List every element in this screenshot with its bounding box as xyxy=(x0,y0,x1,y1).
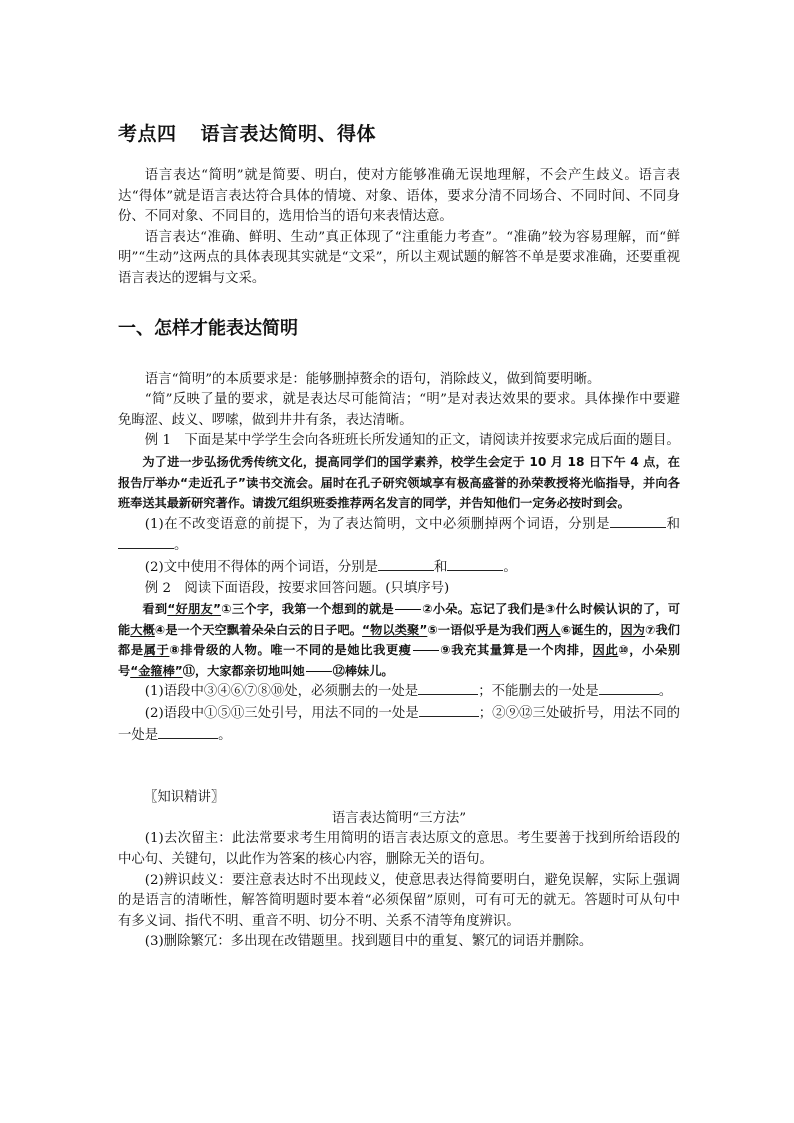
passage-underlined: 大概 xyxy=(130,622,155,637)
passage-underlined: 属于 xyxy=(143,643,170,658)
q-text: ；不能删去的一处是 xyxy=(478,684,599,700)
passage-text: ⑦我们都是 xyxy=(118,622,680,658)
intro-paragraph-2: 语言表达“准确、鲜明、生动”真正体现了“注重能力考查”。“准确”较为容易理解，而“鲜明”“生动”这两点的具体表现其实就是“文采”，所以主观试题的解答不单是要求准确，还要重视语言表达的逻辑与文采。 xyxy=(118,229,680,286)
answer-blank[interactable] xyxy=(447,557,503,571)
title-part2: 语言表达简明、得体 xyxy=(200,123,377,145)
section-heading: 一、怎样才能表达简明 xyxy=(118,317,298,339)
passage-text: ①三个字，我第一个想到的就是 xyxy=(221,602,394,617)
example-2-passage-block xyxy=(118,599,680,681)
page-title xyxy=(118,120,680,148)
passage-text: ②小朵。忘记了我们是③什么时候认识的了，可能 xyxy=(118,602,681,637)
passage-text: ④是一个天空飘着朵朵白云的日子吧。 xyxy=(154,622,363,637)
q-text: (2)语段中①⑤⑪三处引号，用法不同的一处是 xyxy=(144,706,419,722)
section-paragraph-1: 语言“简明”的本质要求是：能够删掉赘余的语句，消除歧义，做到简要明晰。 xyxy=(144,371,601,387)
dash-mark xyxy=(413,650,439,651)
document-page xyxy=(118,120,680,953)
q-text: ；②⑨⑫三处破折号，用法不同的一处是 xyxy=(118,706,681,743)
answer-blank[interactable] xyxy=(418,681,478,695)
dash-mark xyxy=(306,671,332,672)
dash-mark xyxy=(395,609,421,610)
answer-blank[interactable] xyxy=(610,514,666,528)
q-text: (1)语段中③④⑥⑦⑧⑩处，必须删去的一处是 xyxy=(144,684,419,700)
passage-underlined: 因为 xyxy=(620,622,646,637)
q1-text-c: 。 xyxy=(174,538,188,554)
passage-text: ⑨我充其量算是一个肉排， xyxy=(439,643,593,658)
method-2: (2)辨识歧义：要注意表达时不出现歧义，使意思表达得简要明白，避免误解，实际上强调的是语言的清晰性，解答简明题时要本着“必须保留”原则，可有可无的就无。答题时可从句中有多义词、指代不明、重音不明、切分不明、关系不清等角度辨识。 xyxy=(118,872,680,929)
passage-underlined: 因此 xyxy=(592,643,619,658)
passage-text: ⑧排骨级的人物。唯一不同的是她比我更瘦 xyxy=(169,643,412,658)
passage-text: ⑤一语似乎是为我们 xyxy=(427,622,537,637)
passage-text: ⑩，小朵别号 xyxy=(118,643,681,678)
title-part1: 考点四 xyxy=(118,123,177,145)
answer-blank[interactable] xyxy=(599,681,659,695)
example-2-question-2 xyxy=(118,703,680,746)
knowledge-caption: 语言表达简明“三方法” xyxy=(331,810,467,826)
passage-text: ⑥诞生的， xyxy=(560,622,621,637)
passage-text: ⑪，大家都亲切地叫她 xyxy=(182,663,305,678)
passage-underlined: “金箍棒” xyxy=(130,663,183,678)
intro-paragraph-1: 语言表达“简明”就是简要、明白，使对方能够准确无误地理解，不会产生歧义。语言表达“得体”就是语言表达符合具体的情境、对象、语体，要求分清不同场合、不同时间、不同身份、不同对象、不同目的，选用恰当的语句来表情达意。 xyxy=(118,168,680,225)
example-1-question-2 xyxy=(118,557,680,579)
example-2-lead: 例 2 阅读下面语段，按要求回答问题。(只填序号) xyxy=(144,580,450,596)
passage-text: 看到 xyxy=(142,602,168,617)
answer-blank[interactable] xyxy=(158,725,218,739)
example-1-notice: 为了进一步弘扬优秀传统文化，提高同学们的国学素养，校学生会定于 10 月 18 日下午 4 点，在报告厅举办“走近孔子”读书交流会。届时在孔子研究领域享有极高盛誉的孙荣教授将光临指导，并向各班奉送其最新研究著作。请拨冗组织班委推荐两名发言的同学，并告知他们一定务必按时到会。 xyxy=(118,454,680,511)
example-1-notice-block xyxy=(118,452,680,514)
method-1: (1)去次留主：此法常要求考生用简明的语言表达原文的意思。考生要善于找到所给语段的中心句、关键句，以此作为答案的核心内容，删除无关的语句。 xyxy=(118,831,680,868)
example-2-question-1 xyxy=(118,681,680,703)
answer-blank[interactable] xyxy=(118,535,174,549)
q-text: 。 xyxy=(658,684,673,700)
q2-text-b: 和 xyxy=(434,559,448,575)
example-1-question-1 xyxy=(118,514,680,557)
answer-blank[interactable] xyxy=(419,703,479,717)
passage-underlined: 两人 xyxy=(536,622,561,637)
knowledge-tag: 〖知识精讲〗 xyxy=(144,790,225,806)
q2-text-c: 。 xyxy=(503,559,517,575)
answer-blank[interactable] xyxy=(378,557,434,571)
section-paragraph-2: “简”反映了量的要求，就是表达尽可能简洁；“明”是对表达效果的要求。具体操作中要避免晦涩、歧义、啰嗦，做到井井有条，表达清晰。 xyxy=(118,392,680,428)
q1-text-a: (1)在不改变语意的前提下，为了表达简明，文中必须删掉两个词语，分别是 xyxy=(144,516,611,532)
passage-underlined: “物以类聚” xyxy=(362,622,428,637)
method-3: (3)删除繁冗：多出现在改错题里。找到题目中的重复、繁冗的词语并删除。 xyxy=(144,934,593,950)
passage-underlined: “好朋友” xyxy=(167,602,222,617)
example-1-lead: 例 1 下面是某中学学生会向各班班长所发通知的正文，请阅读并按要求完成后面的题目。 xyxy=(144,433,680,449)
passage-text: ⑫棒妹儿。 xyxy=(332,663,394,678)
q1-text-b: 和 xyxy=(666,516,681,532)
example-2-passage xyxy=(118,599,680,681)
q-text: 。 xyxy=(218,727,232,743)
q2-text-a: (2)文中使用不得体的两个词语，分别是 xyxy=(144,559,379,575)
